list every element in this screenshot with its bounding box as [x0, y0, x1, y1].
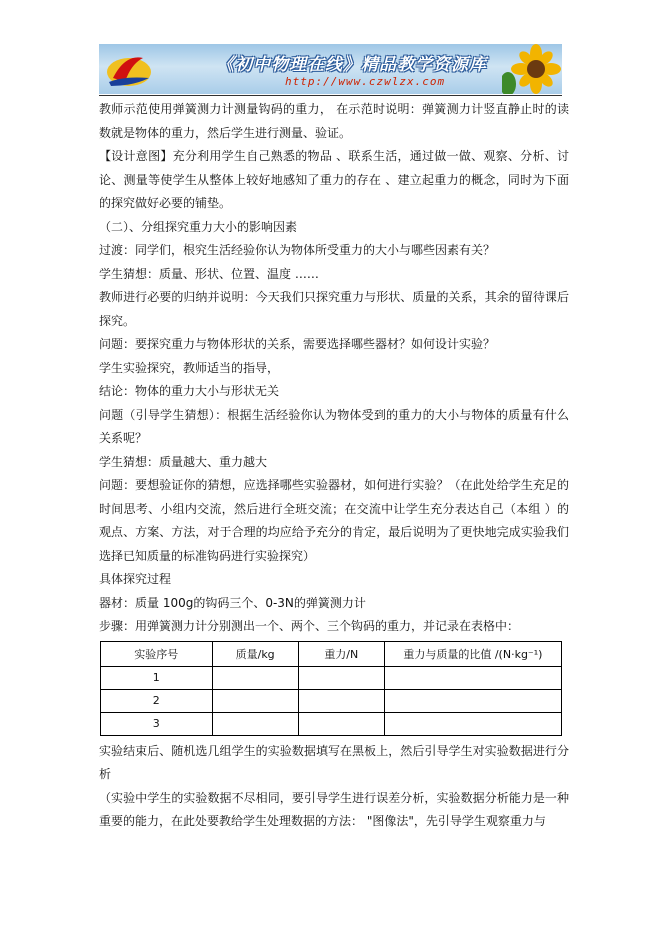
- table-cell: [384, 712, 561, 735]
- paragraph: 学生猜想：质量、形状、位置、温度 ……: [99, 266, 319, 281]
- paragraph: 【设计意图】充分利用学生自己熟悉的物品 、联系生活，通过做一做、观察、分析、讨论、测量等使学生从整体上较好地感知了重力的存在 、建立起重力的概念，同时为下面的探究做好必要的铺垫。: [99, 149, 569, 210]
- table-cell: [212, 712, 298, 735]
- table-cell: [298, 666, 384, 689]
- experiment-table: [100, 641, 562, 736]
- paragraph: 教师进行必要的归纳并说明：今天我们只探究重力与形状、质量的关系，其余的留待课后探究。: [99, 290, 569, 328]
- column-header: 实验序号: [101, 641, 213, 666]
- paragraph: 步骤：用弹簧测力计分别测出一个、两个、三个钩码的重力，并记录在表格中：: [99, 619, 520, 633]
- banner-url: http://www.czwlzx.com: [285, 75, 446, 88]
- table-cell: [298, 712, 384, 735]
- table-cell: 2: [101, 689, 213, 712]
- document-body: [99, 98, 569, 834]
- paragraph: 问题：要想验证你的猜想，应选择哪些实验器材，如何进行实验？（在此处给学生充足的时间思考、小组内交流，然后进行全班交流；在交流中让学生充分表达自己（本组 ）的观点、方案、方法，对于合理的均应给予充分的肯定，最后说明为了更快地完成实验我们选择已知质量的标准钩码进行实验探究）: [99, 478, 569, 563]
- column-header: 质量/kg: [212, 641, 298, 666]
- table-cell: [384, 666, 561, 689]
- table-cell: [212, 689, 298, 712]
- column-header: 重力与质量的比值 /(N·kg⁻¹): [384, 641, 561, 666]
- table-cell: [384, 689, 561, 712]
- paragraph: 问题（引导学生猜想）：根据生活经验你认为物体受到的重力的大小与物体的质量有什么关系呢？: [99, 407, 569, 445]
- paragraph: 器材：质量 100g的钩码三个、0-3N的弹簧测力计: [99, 595, 366, 610]
- header-rule: [99, 95, 562, 96]
- section-heading: （二）、分组探究重力大小的影响因素: [99, 219, 298, 234]
- table-row: [101, 689, 562, 712]
- sunflower-icon: [502, 44, 562, 94]
- banner-title: 《初中物理在线》精品教学资源库: [217, 55, 487, 75]
- column-header: 重力/N: [298, 641, 384, 666]
- table-cell: 3: [101, 712, 213, 735]
- paragraph: 教师示范使用弹簧测力计测量钩码的重力， 在示范时说明：弹簧测力计竖直静止时的读数就是物体的重力，然后学生进行测量、验证。: [99, 102, 569, 140]
- table-cell: [212, 666, 298, 689]
- paragraph: 学生实验探究，教师适当的指导，: [99, 360, 280, 375]
- table-cell: 1: [101, 666, 213, 689]
- paragraph: 问题：要探究重力与物体形状的关系，需要选择哪些器材？如何设计实验？: [99, 337, 496, 351]
- table-row: [101, 666, 562, 689]
- header-banner: [99, 44, 562, 94]
- table-header-row: [101, 641, 562, 666]
- paragraph: 结论：物体的重力大小与形状无关: [99, 384, 280, 398]
- site-logo-icon: [103, 48, 155, 90]
- paragraph: 具体探究过程: [99, 572, 172, 586]
- paragraph: （实验中学生的实验数据不尽相同，要引导学生进行误差分析，实验数据分析能力是一种重要的能力，在此处要教给学生处理数据的方法： "图像法"，先引导学生观察重力与: [99, 790, 569, 828]
- paragraph: 学生猜想：质量越大、重力越大: [99, 454, 268, 469]
- table-cell: [298, 689, 384, 712]
- paragraph: 实验结束后、随机选几组学生的实验数据填写在黑板上，然后引导学生对实验数据进行分析: [99, 743, 569, 781]
- paragraph: 过渡：同学们，根究生活经验你认为物体所受重力的大小与哪些因素有关？: [99, 243, 496, 257]
- table-row: [101, 712, 562, 735]
